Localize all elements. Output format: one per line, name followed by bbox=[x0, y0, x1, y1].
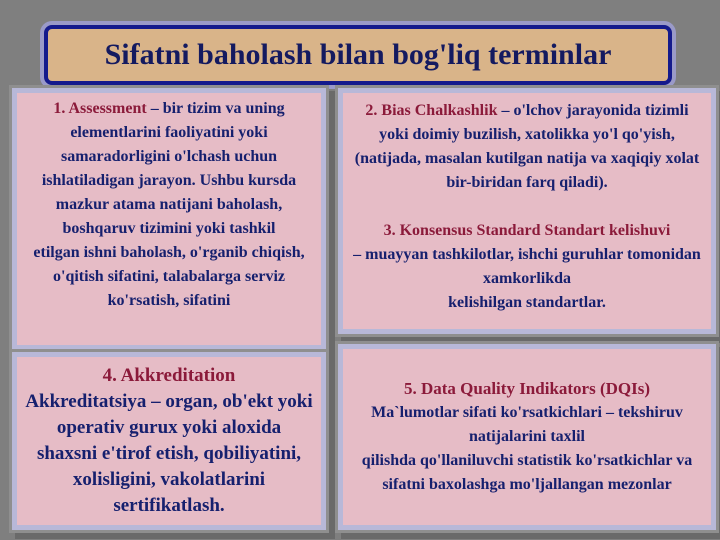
bias-block bbox=[351, 99, 703, 195]
dqi-text-2: qilishda qo'llaniluvchi statistik ko'rsatkichlar va sifatni baxolashga mo'ljallangan mezonlar bbox=[361, 452, 693, 493]
consensus-text-1: – muayyan tashkilotlar, ishchi guruhlar tomonidan xamkorlikda bbox=[353, 246, 701, 287]
consensus-heading: 3. Konsensus Standard Standart kelishuvi bbox=[383, 222, 671, 239]
title-banner bbox=[44, 25, 672, 85]
dqi-heading: 5. Data Quality Indikators (DQIs) bbox=[403, 379, 651, 398]
bias-text: – o'lchov jarayonida tizimli yoki doimiy buzilish, xatolikka yo'l qo'yish, (natijada, masalan kutilgan natija va xaqiqiy xolat bir-biridan farq qiladi). bbox=[354, 102, 700, 191]
assessment-text-1: – bir tizim va uning elementlarini faoliyatini yoki samaradorligini o'lchash uchun ishlatiladigan jarayon. Ushbu kursda mazkur atama natijani baholash, boshqaruv tizimini yoki tashkil bbox=[41, 100, 297, 237]
slide-title: Sifatni baholash bilan bog'liq terminlar bbox=[104, 38, 612, 71]
accreditation-text: Akkreditatsiya – organ, ob'ekt yoki operativ gurux yoki aloxida shaxsni e'tirof etish, qobiliyatini, xolisligini, vakolatlarini sertifikatlash. bbox=[25, 391, 313, 516]
accreditation-heading: 4. Akkreditation bbox=[102, 365, 236, 386]
bias-number: 2. bbox=[365, 102, 378, 119]
consensus-block bbox=[351, 219, 703, 315]
dqi-panel bbox=[338, 344, 716, 530]
assessment-number: 1. bbox=[53, 100, 66, 117]
assessment-panel bbox=[12, 88, 326, 350]
accreditation-panel bbox=[12, 352, 326, 530]
assessment-text-2: etilgan ishni baholash, o'rganib chiqish, o'qitish sifatini, talabalarga serviz ko'rsatish, sifatini bbox=[33, 244, 305, 309]
assessment-term: Assessment bbox=[68, 100, 147, 117]
bias-term: Bias Chalkashlik bbox=[381, 102, 498, 119]
dqi-text-1: Ma`lumotlar sifati ko'rsatkichlari – tekshiruv natijalarini taxlil bbox=[371, 404, 683, 445]
spacer bbox=[351, 195, 703, 219]
consensus-text-2: kelishilgan standartlar. bbox=[448, 294, 606, 311]
bias-consensus-panel bbox=[338, 88, 716, 334]
